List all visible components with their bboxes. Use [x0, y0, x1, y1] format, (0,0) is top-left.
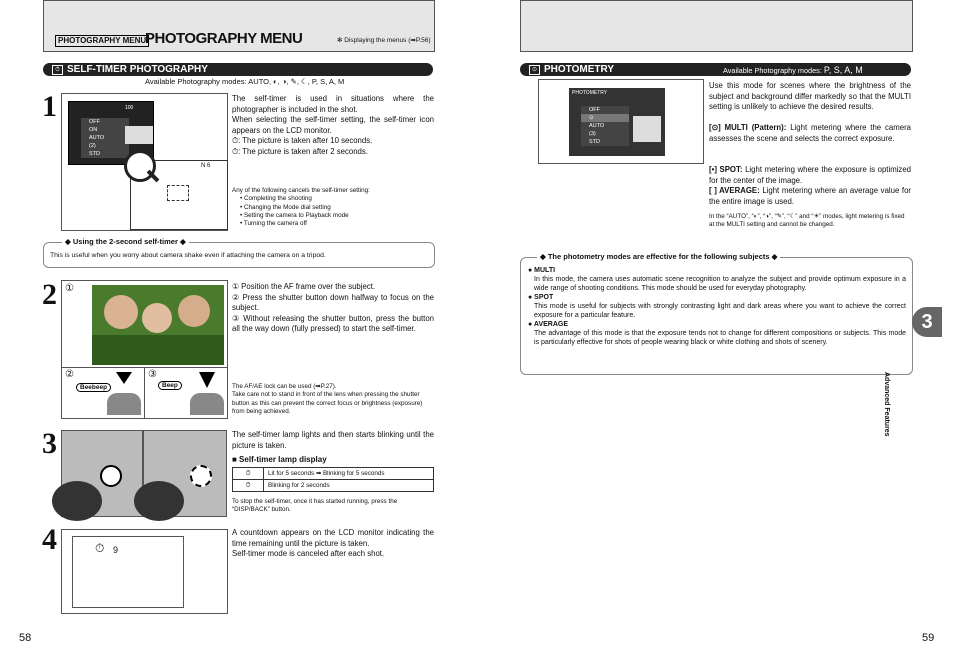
step2-item: ② Press the shutter button down halfway to focus on the subject. — [232, 292, 434, 313]
step2-list — [232, 282, 434, 335]
submenu-box — [125, 126, 153, 144]
countdown-timer-icon: ⏱ — [95, 541, 105, 555]
lamp-table-title: ■ Self-timer lamp display — [232, 455, 327, 464]
available-modes — [723, 65, 863, 75]
modes-value: AUTO, ◐, ◑, ✎, ☾, P, S, A, M — [248, 77, 345, 86]
step-number-1: 1 — [42, 90, 57, 123]
page-number-right: 59 — [922, 632, 935, 644]
photometry-menu-lcd — [569, 88, 665, 156]
camera-front-lamp-lit — [61, 430, 143, 517]
full-press-arrow-icon — [199, 372, 215, 388]
step-number-2: 2 — [42, 278, 57, 311]
section-title: SELF-TIMER PHOTOGRAPHY — [67, 64, 208, 75]
lens — [134, 481, 184, 521]
countdown-value: 9 — [113, 545, 119, 555]
half-press-arrow-icon — [116, 372, 132, 384]
available-modes — [145, 77, 344, 86]
photometry-note: In the “AUTO”, “◐”, “◑”, “✎”, “☾” and “☀” modes, light metering is fixed at the MULTI setting and cannot be changed. — [709, 213, 905, 229]
person-face — [142, 303, 172, 333]
lcd-item-3: (3) — [581, 130, 629, 138]
person-face — [104, 295, 138, 329]
step-number-3: 3 — [42, 427, 57, 460]
page-title: PHOTOGRAPHY MENU — [145, 30, 303, 47]
tip-text: This is useful when you worry about camera shake even if attaching the camera on a tripod. — [50, 252, 326, 259]
lcd-item-std: STD — [81, 150, 129, 158]
multi-desc — [709, 123, 911, 144]
lcd-frame — [72, 536, 184, 608]
section-title: PHOTOMETRY — [544, 64, 615, 75]
mode-text: The advantage of this mode is that the exposure tends not to change for different compositions or subjects. This mode is particularly effective for shots of people wearing black or white clothing and shots of scenery. — [534, 330, 906, 346]
lcd-readout: N 6 — [201, 163, 211, 169]
circle-3: ③ — [148, 369, 157, 380]
group-photo — [92, 285, 224, 365]
step-number-4: 4 — [42, 523, 57, 556]
lcd-item-off: OFF — [81, 118, 129, 126]
shutter-finger — [107, 393, 141, 415]
lcd-code: 100 — [125, 105, 134, 111]
photometry-section-bar — [520, 63, 911, 76]
submenu-box — [633, 116, 661, 142]
tip-title: ◆ The photometry modes are effective for the following subjects ◆ — [537, 252, 780, 261]
mode-text: In this mode, the camera uses automatic scene recognition to analyze the subject and provide optimum exposure in a wide range of shooting conditions. This mode should be used for everyday photography. — [534, 276, 906, 292]
shutter-finger — [190, 393, 224, 415]
lcd-item-std: STD — [581, 138, 629, 146]
step1-illustration — [61, 93, 228, 231]
photometry-modes-list — [528, 266, 906, 347]
average-label: [ ] AVERAGE: — [709, 186, 760, 195]
table-row — [233, 468, 434, 480]
photometry-intro: Use this mode for scenes where the brightness of the subject and background differ markedly so that the MULTI setting is unlikely to achieve the desired results. — [709, 81, 911, 112]
af-frame — [167, 185, 189, 201]
modes-label: Available Photography modes: — [145, 77, 247, 86]
step4-lcd — [61, 529, 228, 614]
step3-note: To stop the self-timer, once it has started running, press the “DISP/BACK” button. — [232, 498, 398, 514]
circle-1: ① — [65, 283, 74, 294]
self-timer-section-bar — [43, 63, 433, 76]
lcd-item-auto: AUTO — [81, 134, 129, 142]
photometry-lcd-illustration — [538, 79, 704, 164]
step1-note — [232, 187, 434, 228]
step2-notes — [232, 383, 434, 416]
beebeep-bubble: Beebeep — [76, 383, 111, 392]
average-desc — [709, 186, 911, 207]
lcd-item-auto: AUTO — [581, 122, 629, 130]
table-row — [233, 480, 434, 492]
chapter-tab: 3 — [912, 307, 942, 337]
note-intro: Any of the following cancels the self-timer setting: — [232, 187, 370, 194]
mode-name: ● SPOT — [528, 294, 554, 301]
step2-item: ① Position the AF frame over the subject. — [232, 282, 376, 291]
person-face — [178, 295, 210, 327]
spot-desc — [709, 165, 911, 186]
photography-menu-tag: PHOTOGRAPHY MENU — [55, 35, 149, 47]
note-item: • Completing the shooting — [240, 195, 312, 203]
beep-bubble: Beep — [158, 381, 182, 390]
camera-front-lamp-blink — [143, 430, 227, 517]
tip-title: ◆ Using the 2-second self-timer ◆ — [62, 237, 189, 246]
step2-illustration — [61, 280, 228, 419]
mode-name: ● MULTI — [528, 267, 556, 274]
modes-label: Available Photography modes: — [723, 66, 822, 75]
row-desc: Lit for 5 seconds ➡ Blinking for 5 seconds — [264, 468, 434, 480]
lamp-display-table — [232, 467, 434, 492]
chapter-label: Advanced Features — [883, 372, 890, 437]
lcd-item-multi: ⊙ — [581, 114, 629, 122]
lamp-icon — [100, 465, 122, 487]
lamp-blink-icon — [190, 465, 212, 487]
step2-note: The AF/AE lock can be used (➡P.27). — [232, 383, 337, 390]
grass — [92, 335, 224, 365]
multi-label: [⊙] MULTI (Pattern): — [709, 123, 787, 132]
page-number-left: 58 — [19, 632, 32, 644]
lcd-item-off: OFF — [581, 106, 629, 114]
timer-icon: ⏱ — [233, 468, 264, 480]
photometry-icon: ⊙ — [529, 65, 540, 75]
lens — [52, 481, 102, 521]
divider — [144, 367, 145, 418]
note-item: • Turning the camera off — [240, 220, 307, 228]
lcd-item-2: (2) — [81, 142, 129, 150]
average-text: Light metering where an average value for the entire image is used. — [709, 186, 912, 206]
step2-note: Take care not to stand in front of the lens when pressing the shutter button as this can prevent the correct focus or brightness (exposure) from being achieved. — [232, 391, 423, 415]
timer-icon: ⏱ — [233, 480, 264, 492]
row-desc: Blinking for 2 seconds — [264, 480, 434, 492]
step2-item: ③ Without releasing the shutter button, press the button all the way down (fully pressed) to start the self-timer. — [232, 313, 434, 334]
lcd-item-on: ON — [81, 126, 129, 134]
step3-illustration — [61, 430, 226, 515]
circle-2: ② — [65, 369, 74, 380]
right-header-band — [520, 0, 913, 52]
multi-text: Light metering where the camera assesses the scene and selects the correct exposure. — [709, 123, 912, 143]
step1-text: The self-timer is used in situations where the photographer is included in the shot. When selecting the self-timer setting, the self-timer icon appears on the LCD monitor. ⏱: The picture is taken after 10 seconds. ⏱: The picture is taken after 2 seconds. — [232, 94, 434, 156]
display-menus-ref: ✻ Displaying the menus (➡P.56) — [337, 37, 431, 44]
spot-text: Light metering where the exposure is optimized for the center of the image. — [709, 165, 911, 185]
modes-value: P, S, A, M — [823, 65, 863, 75]
self-timer-icon: ⏱ — [52, 65, 63, 75]
step4-text: A countdown appears on the LCD monitor indicating the time remaining until the picture is taken. Self-timer mode is canceled after each shot. — [232, 528, 434, 559]
mode-text: This mode is useful for subjects with strongly contrasting light and dark areas where you want to achieve the correct exposure for a particular feature. — [534, 303, 906, 319]
note-item: • Setting the camera to Playback mode — [240, 211, 349, 219]
mode-name: ● AVERAGE — [528, 321, 569, 328]
step3-text: The self-timer lamp lights and then starts blinking until the picture is taken. — [232, 430, 434, 450]
spot-label: [•] SPOT: — [709, 165, 743, 174]
lcd-header: PHOTOMETRY — [572, 90, 608, 96]
note-item: • Changing the Mode dial setting — [240, 203, 331, 211]
